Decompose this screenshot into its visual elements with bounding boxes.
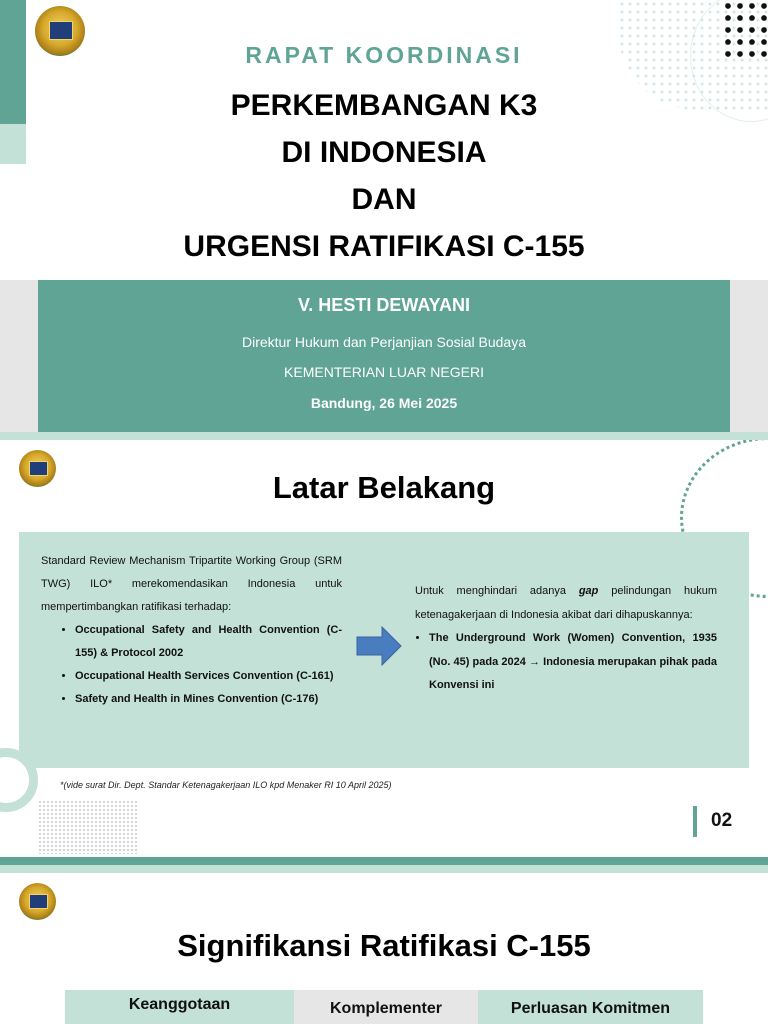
slide-separator xyxy=(0,865,768,873)
title-line: URGENSI RATIFIKASI C-155 xyxy=(183,230,585,263)
presenter-name: V. HESTI DEWAYANI xyxy=(297,295,471,315)
list-item: • Occupational Safety and Health Convention (C-155) & Protocol 2002 xyxy=(75,619,342,665)
slide-title: Latar Belakang xyxy=(272,470,496,505)
decorative-dot-pattern xyxy=(38,800,138,854)
slide-separator xyxy=(0,432,768,440)
list-item: • Safety and Health in Mines Convention (C-176) xyxy=(75,688,342,711)
slide-subtitle: RAPAT KOORDINASI xyxy=(245,42,523,68)
presenter-organization: KEMENTERIAN LUAR NEGERI xyxy=(284,364,484,380)
footnote: *(vide surat Dir. Dept. Standar Ketenagakerjaan ILO kpd Menaker RI 10 April 2025) xyxy=(60,780,392,790)
recommendation-text xyxy=(41,550,342,711)
ministry-emblem-icon xyxy=(19,883,56,920)
tab-keanggotaan: Keanggotaan xyxy=(65,990,294,1024)
recommendation-intro: Standard Review Mechanism Tripartite Working Group (SRM TWG) ILO* merekomendasikan Indonesia untuk mempertimbangkan ratifikasi terhadap: xyxy=(41,555,342,613)
title-line: DI INDONESIA xyxy=(281,136,487,169)
background-slide xyxy=(0,440,768,857)
event-place-date: Bandung, 26 Mei 2025 xyxy=(310,395,458,411)
tab-komplementer: Komplementer xyxy=(294,990,478,1024)
slide-title xyxy=(0,82,768,270)
title-line: DAN xyxy=(351,183,417,216)
page-number-bar xyxy=(693,806,697,837)
tab-perluasan-komitmen: Perluasan Komitmen xyxy=(478,990,703,1024)
title-line: PERKEMBANGAN K3 xyxy=(230,89,538,122)
gap-intro: Untuk menghindari adanya gap pelindungan hukum ketenagakerjaan di Indonesia akibat dari dihapuskannya: xyxy=(415,585,717,621)
repealed-convention-list xyxy=(415,627,717,698)
title-slide xyxy=(0,0,768,432)
significance-slide xyxy=(0,873,768,1024)
gap-explanation-text xyxy=(415,580,717,698)
list-item: • Occupational Health Services Convention (C-161) xyxy=(75,665,342,688)
convention-list xyxy=(41,619,342,711)
slide-title: Signifikansi Ratifikasi C-155 xyxy=(177,928,591,963)
gap-emphasis: gap xyxy=(578,585,599,597)
page-number: 02 xyxy=(711,810,733,831)
presenter-role: Direktur Hukum dan Perjanjian Sosial Budaya xyxy=(241,334,527,350)
slide-separator xyxy=(0,857,768,865)
list-item: • The Underground Work (Women) Convention, 1935 (No. 45) pada 2024 → Indonesia merupakan pihak pada Konvensi ini xyxy=(429,627,717,698)
right-arrow-icon xyxy=(356,626,402,666)
arrow-glyph: → xyxy=(529,655,540,668)
